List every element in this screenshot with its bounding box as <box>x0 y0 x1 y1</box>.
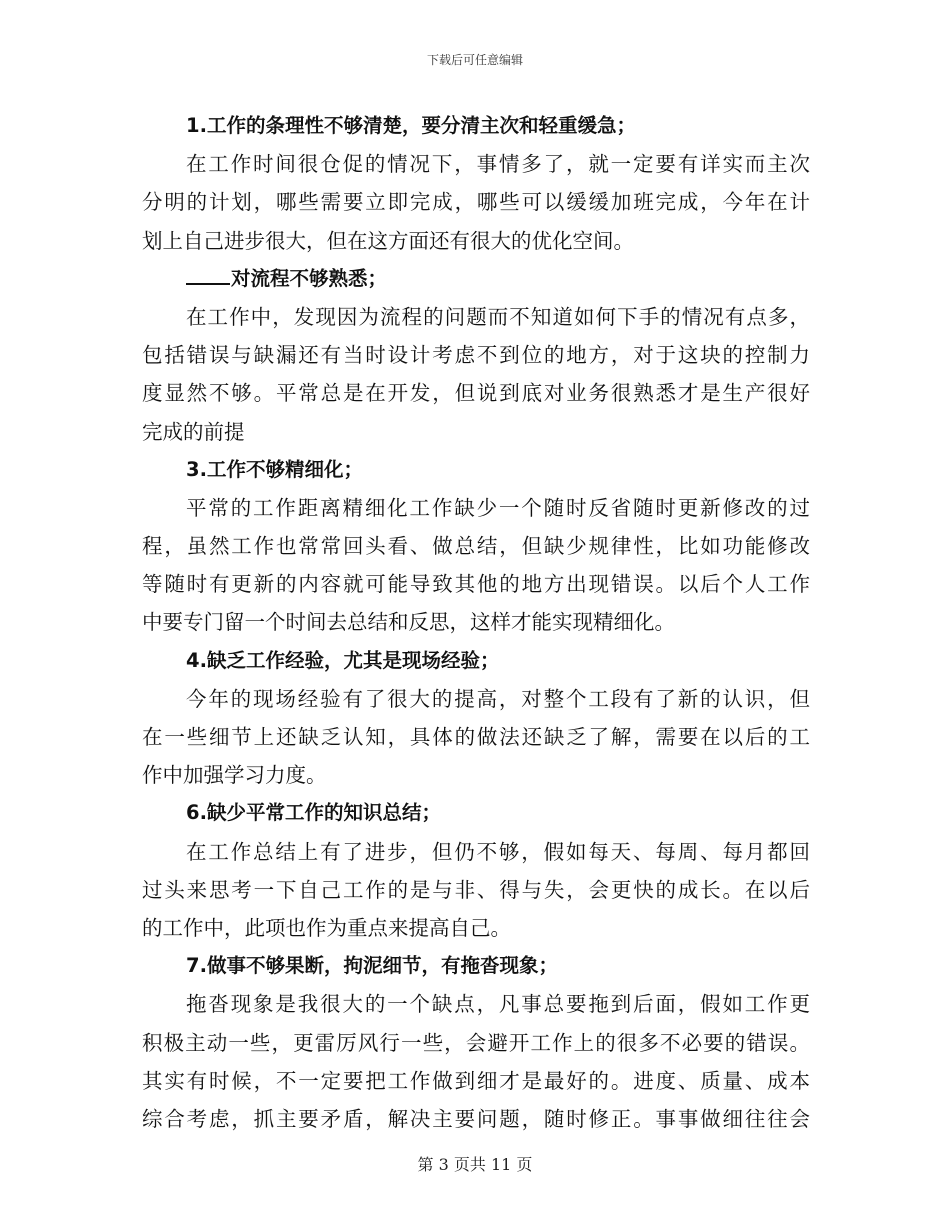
paragraph-line: 的工作中，此项也作为重点来提高自己。 <box>142 915 511 940</box>
paragraph-line: 程，虽然工作也常常回头看、做总结，但缺少规律性，比如功能修改 <box>142 534 810 559</box>
paragraph-line: 中要专门留一个时间去总结和反思，这样才能实现精细化。 <box>142 610 675 635</box>
paragraph-line: 包括错误与缺漏还有当时设计考虑不到位的地方，对于这块的控制力 <box>142 343 810 368</box>
paragraph-line: 过头来思考一下自己工作的是与非、得与失，会更快的成长。在以后 <box>142 877 810 902</box>
paragraph-line: 其实有时候，不一定要把工作做到细才是最好的。进度、质量、成本 <box>142 1068 810 1093</box>
section-heading: 3.工作不够精细化； <box>186 457 363 481</box>
paragraph-line: 在工作时间很仓促的情况下，事情多了，就一定要有详实而主次 <box>186 152 810 177</box>
paragraph-line: 分明的计划，哪些需要立即完成，哪些可以缓缓加班完成，今年在计 <box>142 190 810 215</box>
paragraph-line: 平常的工作距离精细化工作缺少一个随时反省随时更新修改的过 <box>186 495 810 520</box>
section-heading: 1.工作的条理性不够清楚，要分清主次和轻重缓急； <box>186 114 636 137</box>
paragraph-line: 在工作总结上有了进步，但仍不够，假如每天、每周、每月都回 <box>186 839 810 864</box>
blank-underline <box>186 261 230 285</box>
section-heading-text: 对流程不够熟悉； <box>231 266 388 290</box>
paragraph-line: 度显然不够。平常总是在开发，但说到底对业务很熟悉才是生产很好 <box>142 381 810 406</box>
page-header-note: 下载后可任意编辑 <box>426 53 523 67</box>
section-heading: 4.缺乏工作经验，尤其是现场经验； <box>186 648 500 672</box>
document-body <box>142 107 810 1138</box>
paragraph-line: 在工作中，发现因为流程的问题而不知道如何下手的情况有点多， <box>186 304 810 329</box>
paragraph-line: 今年的现场经验有了很大的提高，对整个工段有了新的认识，但 <box>186 686 810 711</box>
paragraph-line: 完成的前提 <box>142 419 245 444</box>
section-heading: 6.缺少平常工作的知识总结； <box>186 801 441 825</box>
paragraph-line: 综合考虑，抓主要矛盾，解决主要问题，随时修正。事事做细往往会 <box>142 1106 810 1131</box>
paragraph-line: 在一些细节上还缺乏认知，具体的做法还缺乏了解，需要在以后的工 <box>142 725 810 749</box>
section-heading-with-blank <box>142 260 810 298</box>
paragraph-line: 拖沓现象是我很大的一个缺点，凡事总要拖到后面，假如工作更 <box>186 992 810 1017</box>
page-number: 第 3 页共 11 页 <box>417 1155 533 1174</box>
paragraph-line: 等随时有更新的内容就可能导致其他的地方出现错误。以后个人工作 <box>142 572 810 597</box>
paragraph-line: 作中加强学习力度。 <box>142 763 327 788</box>
paragraph-line: 积极主动一些，更雷厉风行一些，会避开工作上的很多不必要的错误。 <box>142 1030 810 1055</box>
paragraph-line: 划上自己进步很大，但在这方面还有很大的优化空间。 <box>142 228 634 253</box>
section-heading: 7.做事不够果断，拘泥细节，有拖沓现象； <box>186 954 558 978</box>
